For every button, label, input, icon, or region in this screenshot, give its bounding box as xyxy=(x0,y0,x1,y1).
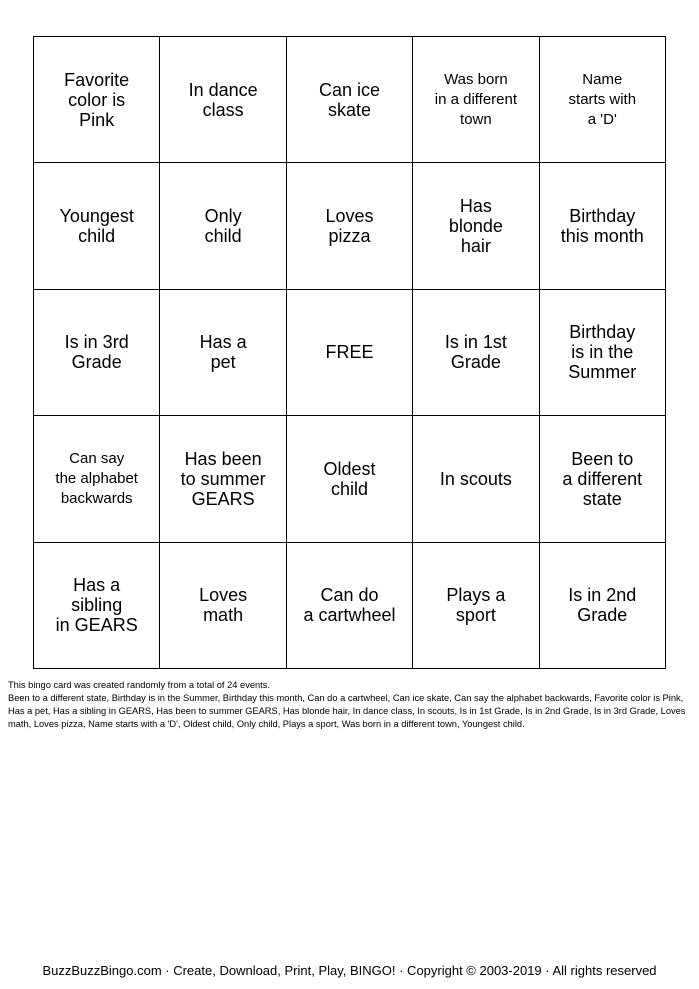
bingo-cell: In scouts xyxy=(413,416,539,542)
notes-intro: This bingo card was created randomly from a total of 24 events. xyxy=(8,680,270,690)
bingo-cell: In dance class xyxy=(160,37,286,163)
bingo-cell: Loves pizza xyxy=(287,163,413,289)
bingo-cell: Can ice skate xyxy=(287,37,413,163)
bingo-cell: Has blonde hair xyxy=(413,163,539,289)
bingo-cell: Plays a sport xyxy=(413,543,539,669)
bingo-card-grid xyxy=(33,36,666,669)
bingo-cell: Was born in a different town xyxy=(413,37,539,163)
footer-copyright: BuzzBuzzBingo.com · Create, Download, Print, Play, BINGO! · Copyright © 2003-2019 · All rights reserved xyxy=(42,963,657,978)
card-notes xyxy=(8,679,692,731)
bingo-cell: Youngest child xyxy=(34,163,160,289)
bingo-cell: Has been to summer GEARS xyxy=(160,416,286,542)
bingo-cell: Loves math xyxy=(160,543,286,669)
bingo-cell: Birthday this month xyxy=(540,163,666,289)
bingo-cell: Is in 3rd Grade xyxy=(34,290,160,416)
bingo-cell: Oldest child xyxy=(287,416,413,542)
notes-event-list: Been to a different state, Birthday is in the Summer, Birthday this month, Can do a cartwheel, Can ice skate, Can say the alphabet backwards, Favorite color is Pink, Has a pet, Has a sibling in GEARS, Has been to summer GEARS, Has blonde hair, In dance class, In scouts, Is in 1st Grade, Is in 2nd Grade, Is in 3rd Grade, Loves math, Loves pizza, Name starts with a 'D', Oldest child, Only child, Plays a sport, Was born in a different town, Youngest child. xyxy=(8,693,686,729)
bingo-cell: Has a sibling in GEARS xyxy=(34,543,160,669)
bingo-cell: Birthday is in the Summer xyxy=(540,290,666,416)
bingo-cell: Has a pet xyxy=(160,290,286,416)
bingo-cell: Been to a different state xyxy=(540,416,666,542)
bingo-cell: FREE xyxy=(287,290,413,416)
bingo-cell: Favorite color is Pink xyxy=(34,37,160,163)
bingo-cell: Is in 1st Grade xyxy=(413,290,539,416)
bingo-cell: Only child xyxy=(160,163,286,289)
bingo-cell: Name starts with a 'D' xyxy=(540,37,666,163)
bingo-cell: Can do a cartwheel xyxy=(287,543,413,669)
bingo-cell: Can say the alphabet backwards xyxy=(34,416,160,542)
bingo-cell: Is in 2nd Grade xyxy=(540,543,666,669)
